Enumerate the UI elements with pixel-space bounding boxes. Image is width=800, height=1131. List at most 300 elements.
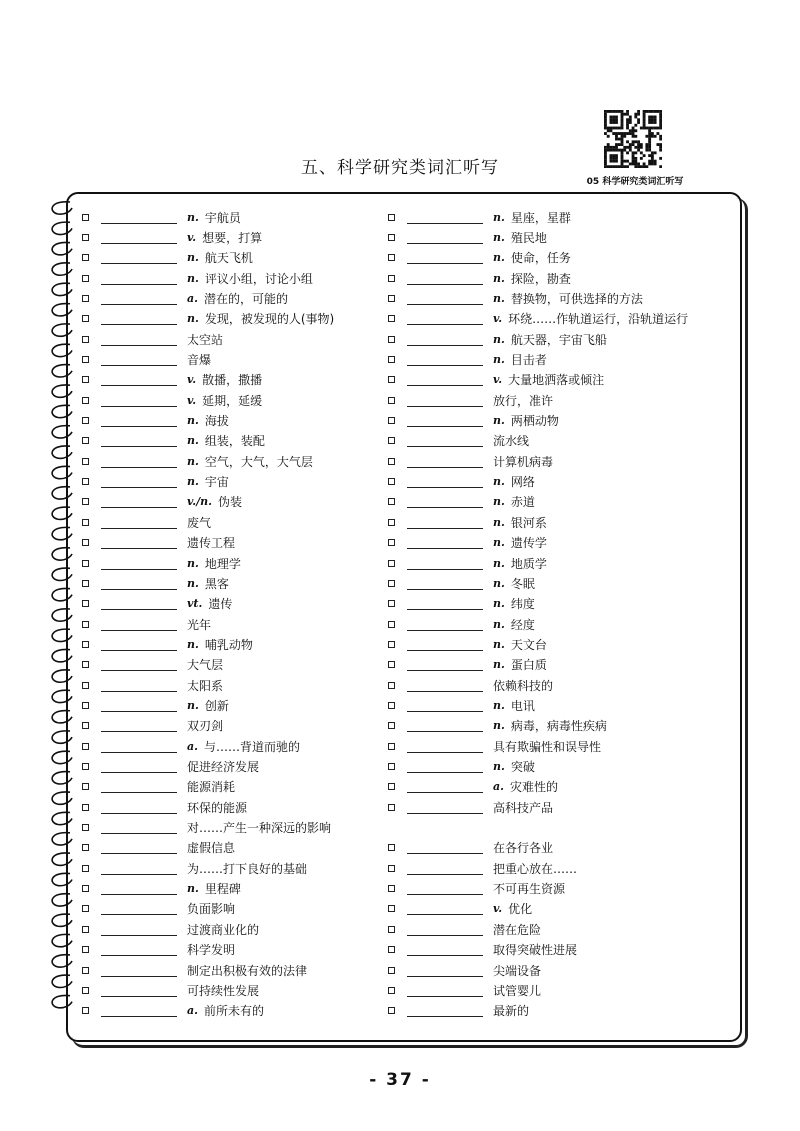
checkbox[interactable] [388, 214, 395, 221]
spiral-ring [52, 690, 72, 702]
answer-blank[interactable] [101, 964, 177, 977]
vocab-row-left [82, 675, 223, 695]
answer-blank[interactable] [407, 414, 483, 427]
answer-blank[interactable] [101, 414, 177, 427]
part-of-speech: n. [493, 475, 505, 489]
meaning-text: 海拔 [204, 414, 229, 428]
checkbox[interactable] [82, 458, 89, 465]
checkbox[interactable] [388, 397, 395, 404]
vocab-row-right [388, 980, 541, 1000]
checkbox[interactable] [82, 1007, 89, 1014]
answer-blank[interactable] [101, 577, 177, 590]
qr-code-icon [604, 110, 662, 168]
spiral-ring [52, 507, 72, 519]
meaning-text: 太空站 [187, 332, 224, 347]
meaning-text: 网络 [510, 475, 535, 490]
answer-blank[interactable] [101, 272, 177, 285]
checkbox[interactable] [388, 580, 395, 587]
answer-blank[interactable] [101, 292, 177, 305]
meaning-text: 地质学 [510, 556, 547, 571]
checkbox[interactable] [388, 417, 395, 424]
checkbox[interactable] [388, 865, 395, 872]
checkbox[interactable] [82, 783, 89, 790]
checkbox[interactable] [388, 498, 395, 505]
answer-blank[interactable] [101, 475, 177, 488]
vocab-row-left [82, 858, 307, 878]
checkbox[interactable] [82, 743, 89, 750]
spiral-ring [52, 751, 72, 763]
spiral-binding-icon [44, 196, 76, 1038]
answer-blank[interactable] [407, 862, 483, 875]
vocab-row-right [388, 248, 571, 268]
answer-blank[interactable] [407, 373, 483, 386]
spiral-ring [52, 466, 72, 478]
answer-blank[interactable] [101, 638, 177, 651]
checkbox[interactable] [82, 234, 89, 241]
checkbox[interactable] [388, 560, 395, 567]
answer-blank[interactable] [407, 679, 483, 692]
spiral-ring [52, 304, 72, 316]
part-of-speech: n. [493, 576, 505, 590]
meaning-text: 赤道 [510, 495, 535, 510]
meaning-text: 冬眠 [510, 576, 535, 591]
meaning-text: 散播，撒播 [202, 373, 263, 388]
answer-blank[interactable] [407, 719, 483, 732]
answer-blank[interactable] [407, 699, 483, 712]
part-of-speech: n. [493, 760, 505, 773]
vocab-row-right [388, 350, 547, 370]
checkbox[interactable] [388, 844, 395, 851]
checkbox[interactable] [82, 336, 89, 343]
meaning-text: 尖端设备 [493, 963, 542, 978]
part-of-speech: n. [187, 454, 199, 468]
part-of-speech: n. [493, 637, 505, 651]
spiral-ring [52, 792, 72, 804]
meaning-text: 组装，装配 [204, 434, 265, 449]
checkbox[interactable] [82, 214, 89, 221]
answer-blank[interactable] [101, 984, 177, 997]
vocab-row-right [388, 227, 547, 247]
answer-blank[interactable] [101, 740, 177, 753]
checkbox[interactable] [388, 987, 395, 994]
part-of-speech: n. [493, 353, 505, 366]
vocab-row-left [82, 960, 307, 980]
checkbox[interactable] [388, 763, 395, 770]
checkbox[interactable] [82, 275, 89, 282]
vocab-row-right [388, 553, 547, 573]
answer-blank[interactable] [407, 455, 483, 468]
checkbox[interactable] [82, 315, 89, 322]
spiral-ring [52, 995, 72, 1007]
checkbox[interactable] [388, 1007, 395, 1014]
part-of-speech: n. [493, 597, 505, 611]
meaning-text: 天文台 [510, 637, 547, 652]
answer-blank[interactable] [101, 394, 177, 407]
meaning-text: 宇宙 [204, 475, 229, 490]
answer-blank[interactable] [101, 780, 177, 793]
answer-blank[interactable] [407, 780, 483, 793]
meaning-text: 评议小组，讨论小组 [204, 271, 313, 286]
part-of-speech: v. [187, 230, 197, 244]
checkbox[interactable] [82, 437, 89, 444]
spiral-ring [52, 588, 72, 600]
meaning-text: 优化 [508, 902, 533, 917]
vocab-row-left [82, 512, 211, 532]
vocab-row-right [388, 573, 535, 593]
answer-blank[interactable] [407, 333, 483, 346]
spiral-ring [52, 649, 72, 661]
meaning-text: 环绕……作轨道运行，沿轨道运行 [508, 312, 689, 327]
checkbox[interactable] [388, 702, 395, 709]
answer-blank[interactable] [101, 231, 177, 244]
spiral-ring [52, 426, 72, 438]
spiral-ring [52, 527, 72, 539]
vocab-row-left [82, 940, 235, 960]
meaning-text: 废气 [187, 515, 212, 530]
part-of-speech: n. [187, 210, 199, 224]
spiral-ring [52, 446, 72, 458]
checkbox[interactable] [82, 641, 89, 648]
spiral-ring [52, 955, 72, 967]
meaning-text: 黑客 [204, 576, 229, 591]
meaning-text: 能源消耗 [187, 780, 236, 795]
answer-blank[interactable] [101, 699, 177, 712]
checkbox[interactable] [388, 946, 395, 953]
vocab-row-right [388, 614, 535, 634]
answer-blank[interactable] [101, 679, 177, 692]
vocab-row-right [388, 838, 553, 858]
checkbox[interactable] [388, 804, 395, 811]
vocab-row-left [82, 614, 211, 634]
checkbox[interactable] [82, 804, 89, 811]
checkbox[interactable] [388, 458, 395, 465]
answer-blank[interactable] [407, 536, 483, 549]
vocab-row-left [82, 472, 229, 492]
part-of-speech: n. [493, 536, 505, 550]
checkbox[interactable] [82, 397, 89, 404]
checkbox[interactable] [82, 621, 89, 628]
answer-blank[interactable] [407, 597, 483, 610]
checkbox[interactable] [388, 743, 395, 750]
checkbox[interactable] [82, 702, 89, 709]
vocab-row-left [82, 492, 242, 512]
meaning-text: 依赖科技的 [493, 678, 554, 693]
answer-blank[interactable] [101, 618, 177, 631]
vocab-row-left [82, 573, 229, 593]
answer-blank[interactable] [407, 231, 483, 244]
answer-blank[interactable] [101, 719, 177, 732]
part-of-speech: vt. [187, 597, 203, 611]
checkbox[interactable] [82, 926, 89, 933]
answer-blank[interactable] [407, 292, 483, 305]
meaning-text: 宇航员 [204, 210, 241, 225]
answer-blank[interactable] [101, 943, 177, 956]
answer-blank[interactable] [407, 984, 483, 997]
answer-blank[interactable] [407, 475, 483, 488]
answer-blank[interactable] [101, 902, 177, 915]
vocab-row-left [82, 818, 331, 838]
checkbox[interactable] [82, 967, 89, 974]
meaning-text: 伪装 [217, 495, 242, 510]
meaning-text: 环保的能源 [187, 800, 248, 815]
answer-blank[interactable] [407, 272, 483, 285]
vocab-row-right [388, 757, 535, 777]
checkbox[interactable] [82, 682, 89, 689]
checkbox[interactable] [82, 519, 89, 526]
meaning-text: 电讯 [510, 698, 535, 713]
answer-blank[interactable] [407, 353, 483, 366]
meaning-text: 航天飞机 [204, 251, 253, 266]
spiral-ring [52, 914, 72, 926]
answer-blank[interactable] [407, 516, 483, 529]
checkbox[interactable] [82, 254, 89, 261]
vocab-row-left [82, 757, 259, 777]
checkbox[interactable] [82, 417, 89, 424]
vocab-row-right [388, 695, 535, 715]
answer-blank[interactable] [407, 658, 483, 671]
checkbox[interactable] [388, 967, 395, 974]
meaning-text: 潜在危险 [493, 922, 542, 937]
vocab-row-right [388, 1001, 529, 1021]
checkbox[interactable] [388, 315, 395, 322]
spiral-ring [52, 548, 72, 560]
answer-blank[interactable] [101, 923, 177, 936]
spiral-ring [52, 873, 72, 885]
checkbox[interactable] [388, 336, 395, 343]
vocab-row-left [82, 350, 211, 370]
meaning-text: 经度 [510, 617, 535, 632]
vocab-row-left [82, 268, 313, 288]
checkbox[interactable] [388, 783, 395, 790]
spiral-ring [52, 263, 72, 275]
checkbox[interactable] [82, 844, 89, 851]
meaning-text: 星座，星群 [510, 210, 571, 225]
answer-blank[interactable] [407, 495, 483, 508]
part-of-speech: n. [493, 617, 505, 631]
checkbox[interactable] [82, 560, 89, 567]
meaning-text: 计算机病毒 [493, 454, 554, 469]
meaning-text: 潜在的，可能的 [203, 291, 288, 306]
checkbox[interactable] [82, 722, 89, 729]
vocab-row-right [388, 492, 535, 512]
checkbox[interactable] [82, 600, 89, 607]
checkbox[interactable] [388, 376, 395, 383]
answer-blank[interactable] [407, 577, 483, 590]
meaning-text: 里程碑 [204, 882, 241, 897]
answer-blank[interactable] [101, 658, 177, 671]
answer-blank[interactable] [101, 434, 177, 447]
meaning-text: 最新的 [493, 1004, 530, 1019]
part-of-speech: n. [493, 210, 505, 224]
part-of-speech: a. [187, 1004, 198, 1018]
part-of-speech: n. [187, 576, 199, 590]
answer-blank[interactable] [101, 801, 177, 814]
part-of-speech: v. [493, 312, 503, 326]
answer-blank[interactable] [407, 251, 483, 264]
meaning-text: 可持续性发展 [187, 983, 260, 998]
checkbox[interactable] [82, 478, 89, 485]
answer-blank[interactable] [407, 434, 483, 447]
answer-blank[interactable] [407, 841, 483, 854]
spiral-ring [52, 344, 72, 356]
part-of-speech: n. [493, 271, 505, 285]
meaning-text: 双刃剑 [187, 719, 224, 734]
vocab-row-right [388, 207, 571, 227]
answer-blank[interactable] [101, 353, 177, 366]
checkbox[interactable] [82, 885, 89, 892]
answer-blank[interactable] [407, 618, 483, 631]
spiral-ring [52, 487, 72, 499]
answer-blank[interactable] [407, 801, 483, 814]
vocab-row-right [388, 288, 643, 308]
answer-blank[interactable] [101, 333, 177, 346]
checkbox[interactable] [388, 478, 395, 485]
meaning-text: 空气，大气，大气层 [204, 454, 313, 469]
vocab-row-left [82, 980, 259, 1000]
checkbox[interactable] [388, 437, 395, 444]
part-of-speech: n. [493, 658, 505, 672]
checkbox[interactable] [388, 234, 395, 241]
checkbox[interactable] [388, 519, 395, 526]
answer-blank[interactable] [407, 312, 483, 325]
meaning-text: 想要，打算 [202, 230, 263, 245]
meaning-text: 大量地洒落或倾注 [508, 373, 605, 388]
answer-blank[interactable] [407, 211, 483, 224]
checkbox[interactable] [388, 885, 395, 892]
answer-blank[interactable] [101, 495, 177, 508]
checkbox[interactable] [388, 621, 395, 628]
part-of-speech: n. [187, 698, 199, 712]
vocab-row-right [388, 899, 532, 919]
vocab-row-right [388, 533, 547, 553]
answer-blank[interactable] [101, 882, 177, 895]
checkbox[interactable] [82, 356, 89, 363]
checkbox[interactable] [388, 254, 395, 261]
spiral-ring [52, 833, 72, 845]
checkbox[interactable] [82, 865, 89, 872]
part-of-speech: n. [187, 475, 199, 489]
spiral-ring [52, 711, 72, 723]
answer-blank[interactable] [407, 902, 483, 915]
meaning-text: 哺乳动物 [204, 637, 253, 652]
spiral-ring [52, 568, 72, 580]
answer-blank[interactable] [101, 211, 177, 224]
meaning-text: 遗传学 [510, 536, 547, 551]
vocab-row-left [82, 288, 288, 308]
answer-blank[interactable] [101, 373, 177, 386]
answer-blank[interactable] [407, 394, 483, 407]
vocab-row-right [388, 716, 607, 736]
answer-blank[interactable] [101, 455, 177, 468]
checkbox[interactable] [388, 295, 395, 302]
part-of-speech: n. [493, 230, 505, 244]
checkbox[interactable] [82, 824, 89, 831]
answer-blank[interactable] [407, 964, 483, 977]
meaning-text: 负面影响 [187, 902, 236, 917]
answer-blank[interactable] [407, 760, 483, 773]
checkbox[interactable] [388, 926, 395, 933]
spiral-ring [52, 731, 72, 743]
vocab-row-left [82, 227, 262, 247]
checkbox[interactable] [82, 905, 89, 912]
vocab-row-right [388, 268, 571, 288]
answer-blank[interactable] [407, 557, 483, 570]
answer-blank[interactable] [101, 251, 177, 264]
vocab-row-right [388, 777, 558, 797]
checkbox[interactable] [388, 722, 395, 729]
checkbox[interactable] [82, 763, 89, 770]
spiral-ring [52, 975, 72, 987]
checkbox[interactable] [388, 905, 395, 912]
answer-blank[interactable] [407, 1004, 483, 1017]
answer-blank[interactable] [407, 943, 483, 956]
vocab-row-right [388, 472, 535, 492]
checkbox[interactable] [82, 661, 89, 668]
meaning-text: 光年 [187, 617, 212, 632]
checkbox[interactable] [82, 987, 89, 994]
meaning-text: 取得突破性进展 [493, 943, 578, 958]
vocab-row-right [388, 879, 565, 899]
checkbox[interactable] [388, 641, 395, 648]
answer-blank[interactable] [407, 882, 483, 895]
vocab-row-left [82, 533, 235, 553]
answer-blank[interactable] [407, 740, 483, 753]
answer-blank[interactable] [101, 312, 177, 325]
answer-blank[interactable] [407, 638, 483, 651]
answer-blank[interactable] [101, 597, 177, 610]
checkbox[interactable] [82, 376, 89, 383]
checkbox[interactable] [388, 661, 395, 668]
answer-blank[interactable] [101, 557, 177, 570]
vocab-row-left [82, 899, 235, 919]
checkbox[interactable] [388, 539, 395, 546]
part-of-speech: n. [493, 414, 505, 427]
answer-blank[interactable] [101, 821, 177, 834]
vocab-row-right [388, 390, 553, 410]
checkbox[interactable] [388, 682, 395, 689]
checkbox[interactable] [388, 356, 395, 363]
section-title: 五、科学研究类词汇听写 [301, 158, 499, 178]
checkbox[interactable] [82, 539, 89, 546]
part-of-speech: n. [187, 271, 199, 285]
page-number: - 37 - [369, 1070, 431, 1090]
answer-blank[interactable] [101, 516, 177, 529]
meaning-text: 航天器，宇宙飞船 [510, 332, 607, 347]
vocab-row-right [388, 960, 541, 980]
part-of-speech: a. [493, 780, 504, 794]
answer-blank[interactable] [101, 760, 177, 773]
meaning-text: 银河系 [510, 515, 547, 530]
checkbox[interactable] [388, 275, 395, 282]
checkbox[interactable] [82, 295, 89, 302]
checkbox[interactable] [82, 580, 89, 587]
vocab-row-right [388, 370, 604, 390]
answer-blank[interactable] [101, 1004, 177, 1017]
answer-blank[interactable] [101, 862, 177, 875]
vocab-row-left [82, 309, 334, 329]
answer-blank[interactable] [101, 841, 177, 854]
answer-blank[interactable] [101, 536, 177, 549]
checkbox[interactable] [82, 498, 89, 505]
part-of-speech: v./n. [187, 495, 212, 509]
vocab-row-left [82, 736, 300, 756]
meaning-text: 延期，延缓 [202, 393, 263, 408]
answer-blank[interactable] [407, 923, 483, 936]
checkbox[interactable] [82, 946, 89, 953]
checkbox[interactable] [388, 600, 395, 607]
vocab-row-left [82, 695, 229, 715]
qr-caption: 05 科学研究类词汇听写 [586, 177, 684, 187]
